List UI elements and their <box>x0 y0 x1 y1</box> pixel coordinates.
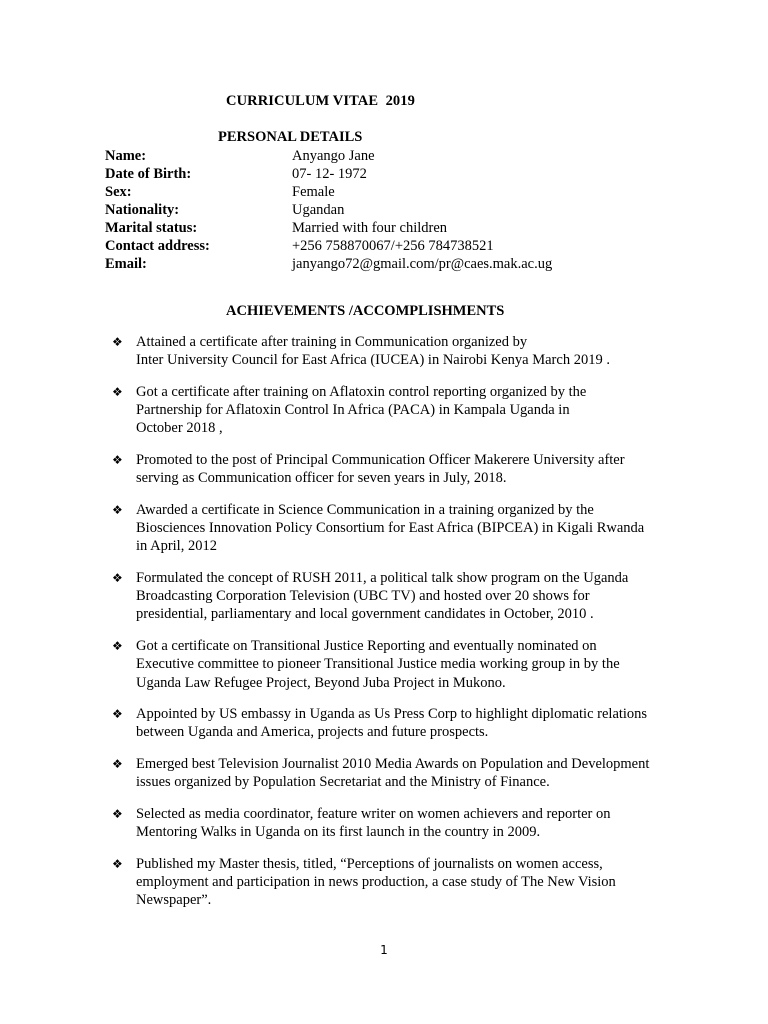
achievement-text-line: Formulated the concept of RUSH 2011, a political talk show program on the Uganda <box>136 570 629 587</box>
diamond-bullet-icon: ❖ <box>112 453 123 468</box>
achievement-item <box>112 855 672 910</box>
personal-details-table <box>105 147 665 273</box>
detail-value: Female <box>292 184 335 200</box>
document-title: CURRICULUM VITAE 2019 <box>226 93 415 109</box>
achievement-item <box>112 805 672 841</box>
achievement-text-line: Emerged best Television Journalist 2010 Media Awards on Population and Development <box>136 756 650 773</box>
achievement-text-line: Attained a certificate after training in Communication organized by <box>136 334 528 350</box>
achievements-list <box>112 333 672 923</box>
detail-label: Email: <box>105 256 147 272</box>
achievement-text-line: Got a certificate after training on Aflatoxin control reporting organized by the <box>136 383 587 400</box>
achievement-text-line: Executive committee to pioneer Transitional Justice media working group in by the <box>136 656 620 673</box>
achievement-text-line: Got a certificate on Transitional Justice Reporting and eventually nominated on <box>136 638 597 655</box>
achievement-item <box>112 501 672 556</box>
achievement-text-line: Newspaper”. <box>136 892 212 909</box>
detail-value: Ugandan <box>292 202 345 218</box>
detail-value: Anyango Jane <box>292 148 375 164</box>
achievement-text-line: in April, 2012 <box>136 538 217 555</box>
detail-label: Marital status: <box>105 220 198 236</box>
detail-label: Date of Birth: <box>105 166 192 182</box>
diamond-bullet-icon: ❖ <box>112 707 123 722</box>
detail-value: +256 758870067/+256 784738521 <box>292 238 494 254</box>
detail-row-nationality <box>105 201 665 219</box>
achievement-text-line: issues organized by Population Secretariat and the Ministry of Finance. <box>136 774 550 791</box>
detail-row-sex <box>105 183 665 201</box>
achievement-text-line: Awarded a certificate in Science Communication in a training organized by the <box>136 501 594 518</box>
achievements-heading: ACHIEVEMENTS /ACCOMPLISHMENTS <box>226 303 505 319</box>
achievement-text-line: Biosciences Innovation Policy Consortium for East Africa (BIPCEA) in Kigali Rwanda <box>136 520 645 537</box>
diamond-bullet-icon: ❖ <box>112 639 123 654</box>
achievement-text-line: Promoted to the post of Principal Communication Officer Makerere University after <box>136 452 625 469</box>
diamond-bullet-icon: ❖ <box>112 335 123 349</box>
diamond-bullet-icon: ❖ <box>112 757 123 772</box>
achievement-item <box>112 755 672 791</box>
diamond-bullet-icon: ❖ <box>112 856 123 871</box>
detail-row-contact-address <box>105 237 665 255</box>
detail-label: Sex: <box>105 184 132 200</box>
detail-label: Nationality: <box>105 202 180 218</box>
achievement-text-line: Uganda Law Refugee Project, Beyond Juba Project in Mukono. <box>136 674 506 691</box>
achievement-item <box>112 637 672 692</box>
detail-value: Married with four children <box>292 220 448 236</box>
achievement-text-line: Published my Master thesis, titled, “Perceptions of journalists on women access, <box>136 855 603 872</box>
diamond-bullet-icon: ❖ <box>112 807 123 822</box>
achievement-text-line: October 2018 , <box>136 420 223 437</box>
detail-value: 07- 12- 1972 <box>292 166 367 182</box>
detail-label: Contact address: <box>105 238 210 254</box>
achievement-text-line: Broadcasting Corporation Television (UBC TV) and hosted over 20 shows for <box>136 588 590 605</box>
achievement-item <box>112 569 672 624</box>
achievement-text-line: between Uganda and America, projects and future prospects. <box>136 724 489 741</box>
achievement-text-line: Inter University Council for East Africa (IUCEA) in Nairobi Kenya March 2019 . <box>136 352 610 369</box>
email-value: janyango72@gmail.com/pr@caes.mak.ac.ug <box>292 256 553 272</box>
personal-details-heading: PERSONAL DETAILS <box>218 129 363 145</box>
achievement-text-line: Mentoring Walks in Uganda on its first launch in the country in 2009. <box>136 824 541 841</box>
page-number: 1 <box>380 943 388 957</box>
achievement-item <box>112 451 672 487</box>
achievement-item <box>112 383 672 438</box>
achievement-text-line: serving as Communication officer for seven years in July, 2018. <box>136 470 507 487</box>
achievement-text-line: Selected as media coordinator, feature writer on women achievers and reporter on <box>136 806 611 823</box>
detail-row-marital-status <box>105 219 665 237</box>
detail-row-email <box>105 255 665 273</box>
detail-label: Name: <box>105 148 147 164</box>
diamond-bullet-icon: ❖ <box>112 571 123 586</box>
diamond-bullet-icon: ❖ <box>112 384 123 399</box>
achievement-text-line: Partnership for Aflatoxin Control In Africa (PACA) in Kampala Uganda in <box>136 402 570 419</box>
achievement-text-line: employment and participation in news production, a case study of The New Vision <box>136 874 616 891</box>
achievement-item <box>112 333 672 369</box>
detail-row-date-of-birth <box>105 165 665 183</box>
achievement-item <box>112 705 672 741</box>
diamond-bullet-icon: ❖ <box>112 502 123 517</box>
achievement-text-line: presidential, parliamentary and local government candidates in October, 2010 . <box>136 606 594 623</box>
achievement-text-line: Appointed by US embassy in Uganda as Us Press Corp to highlight diplomatic relations <box>136 706 648 723</box>
detail-row-name <box>105 147 665 165</box>
